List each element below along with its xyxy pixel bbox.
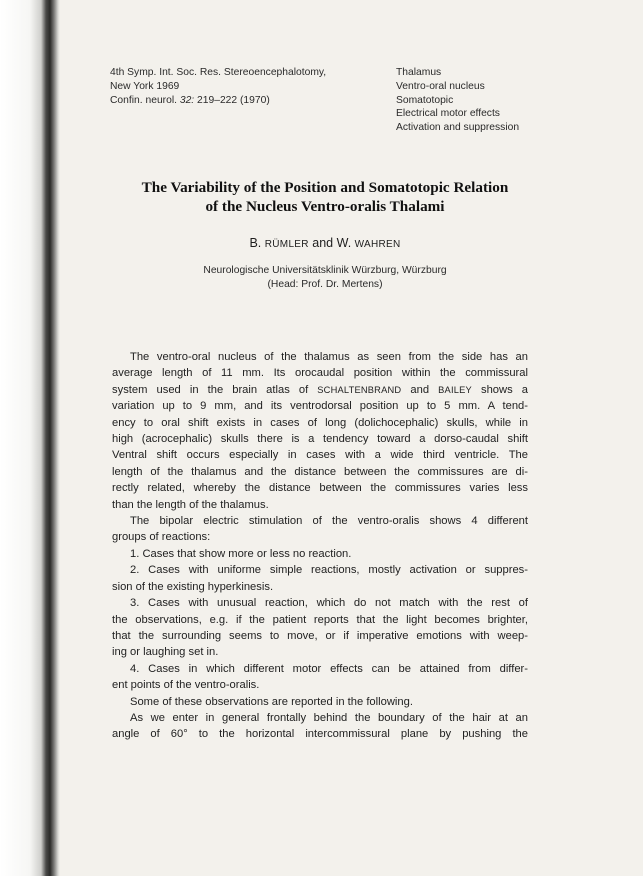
- body-text: [112, 349, 528, 743]
- binding-shadow: [0, 0, 60, 876]
- citation-line: 4th Symp. Int. Soc. Res. Stereoencephalotomy,: [110, 67, 327, 78]
- paragraph-line: Ventral shift occurs especially in cases with a wide third ventricle. The: [112, 449, 528, 462]
- affiliation-line: Neurologische Universitätsklinik Würzburg, Würzburg: [203, 265, 447, 276]
- paragraph-line: than the length of the thalamus.: [112, 498, 269, 511]
- paragraph-line: Some of these observations are reported in the following.: [130, 695, 413, 708]
- paragraph-line: high (acrocephalic) skulls there is a tendency toward a dorso-caudal shift: [112, 433, 528, 446]
- paragraph-line: rectly related, whereby the distance between the commissures varies less: [112, 482, 528, 495]
- paragraph-line: ency to oral shift exists in cases of long (dolichocephalic) skulls, while in: [112, 416, 528, 429]
- paragraph-line: groups of reactions:: [112, 531, 211, 544]
- keyword: Electrical motor effects: [396, 108, 500, 120]
- paragraph-line: system used in the brain atlas of SCHALTENBRAND and BAILEY shows a: [112, 383, 528, 396]
- keywords-list: [396, 66, 519, 135]
- cited-author: SCHALTENBRAND: [317, 384, 402, 395]
- citation-header: [110, 66, 326, 107]
- title-line: The Variability of the Position and Somatotopic Relation: [141, 179, 509, 196]
- keyword: Thalamus: [396, 67, 442, 78]
- keyword: Activation and suppression: [396, 122, 520, 134]
- list-item: the observations, e.g. if the patient reports that the light becomes brighter,: [112, 613, 528, 626]
- keyword: Somatotopic: [396, 94, 454, 106]
- authors: B. RÜMLER and W. WAHREN: [249, 236, 401, 250]
- paragraph-line: length of the thalamus and the distance between the commissures are di-: [112, 465, 528, 478]
- list-item: that the surrounding seems to move, or if imperative emotions with weep-: [112, 629, 528, 642]
- list-item: 4. Cases in which different motor effects can be attained from differ-: [130, 662, 528, 675]
- list-item: sion of the existing hyperkinesis.: [112, 580, 274, 593]
- list-item: 3. Cases with unusual reaction, which do not match with the rest of: [130, 597, 528, 610]
- list-item: 1. Cases that show more or less no reaction.: [130, 547, 352, 560]
- citation-line: New York 1969: [110, 80, 180, 92]
- affiliation-line: (Head: Prof. Dr. Mertens): [267, 278, 383, 290]
- paragraph-line: The ventro-oral nucleus of the thalamus as seen from the side has an: [130, 351, 528, 363]
- paragraph-line: variation up to 9 mm, and its ventrodorsal position up to 5 mm. A tend-: [112, 400, 528, 413]
- list-item: ent points of the ventro-oralis.: [112, 679, 260, 692]
- keyword: Ventro-oral nucleus: [396, 80, 485, 92]
- paper-title: [110, 178, 540, 216]
- cited-author: BAILEY: [438, 384, 472, 395]
- affiliation: [110, 264, 540, 291]
- paragraph-line: The bipolar electric stimulation of the ventro-oralis shows 4 different: [130, 515, 528, 528]
- list-item: 2. Cases with uniforme simple reactions, mostly activation or suppres-: [130, 564, 528, 577]
- title-line: of the Nucleus Ventro-oralis Thalami: [205, 198, 445, 215]
- paragraph-line: angle of 60° to the horizontal intercommissural plane by pushing the: [112, 728, 528, 741]
- author-name: WAHREN: [354, 239, 401, 250]
- journal-reference: Confin. neurol. 32: 219–222 (1970): [110, 94, 270, 106]
- author-name: RÜMLER: [264, 239, 309, 250]
- paragraph-line: average length of 11 mm. Its orocaudal position within the commissural: [112, 367, 528, 380]
- paragraph-line: As we enter in general frontally behind the boundary of the hair at an: [130, 711, 528, 724]
- list-item: ing or laughing set in.: [112, 646, 219, 659]
